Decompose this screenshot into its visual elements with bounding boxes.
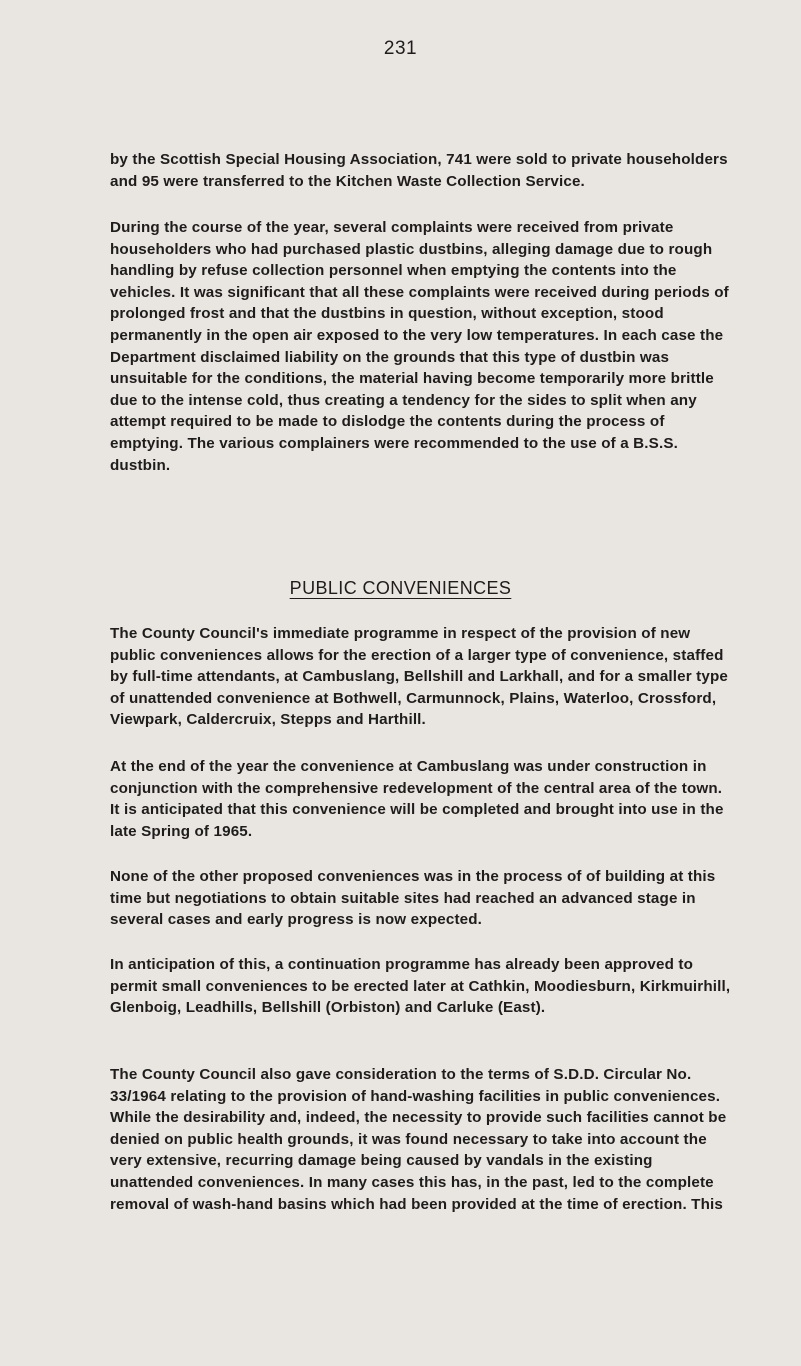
section-heading-public-conveniences: PUBLIC CONVENIENCES — [289, 578, 512, 598]
paragraph-continuation-programme: In anticipation of this, a continuation programme has already been approved to permit small conveniences to be erected later at Cathkin, Moodiesburn, Kirkmuirhill, Glenboig, Leadhills, Bellshill (Orbiston) and Carluke (East). — [110, 956, 731, 1017]
page-number: 231 — [383, 38, 418, 59]
paragraph-plastic-dustbin-complaints: During the course of the year, several complaints were received from private householders who had purchased plastic dustbins, alleging damage due to rough handling by refuse collection personnel when emptying the contents into the vehicles. It was significant that all these complaints were received during periods of prolonged frost and that the dustbins in question, without exception, stood permanently in the open air exposed to the very low temperatures. In each case the Department disclaimed liability on the grounds that this type of dustbin was unsuitable for the conditions, the material having become temporarily more brittle due to the intense cold, thus creating a tendency for the sides to split when any attempt required to be made to dislodge the contents during the process of emptying. The various complainers were recommended to the use of a B.S.S. dustbin. — [110, 219, 729, 474]
paragraph-immediate-programme: The County Council's immediate programme in respect of the provision of new public conveniences allows for the erection of a larger type of convenience, staffed by full-time attendants, at Cambuslang, Bellshill and Larkhall, and for a smaller type of unattended convenience at Bothwell, Carmunnock, Plains, Waterloo, Crossford, Viewpark, Caldercruix, Stepps and Harthill. — [110, 625, 729, 729]
paragraph-cambuslang-construction: At the end of the year the convenience at Cambuslang was under construction in conjunction with the comprehensive redevelopment of the central area of the town. It is anticipated that this convenience will be completed and brought into use in the late Spring of 1965. — [110, 758, 724, 840]
paragraph-housing-association: by the Scottish Special Housing Association, 741 were sold to private householders and 95 were transferred to the Kitchen Waste Collection Service. — [110, 151, 728, 190]
paragraph-other-proposed-conveniences: None of the other proposed conveniences was in the process of of building at this time but negotiations to obtain suitable sites had reached an advanced stage in several cases and early progress is now expected. — [110, 868, 716, 929]
paragraph-hand-washing-circular: The County Council also gave consideration to the terms of S.D.D. Circular No. 33/1964 relating to the provision of hand-washing facilities in public conveniences. While the desirability and, indeed, the necessity to provide such facilities cannot be denied on public health grounds, it was found necessary to take into account the very extensive, recurring damage being caused by vandals in the existing unattended conveniences. In many cases this has, in the past, led to the complete removal of wash-hand basins which had been provided at the time of erection. This — [110, 1066, 727, 1213]
